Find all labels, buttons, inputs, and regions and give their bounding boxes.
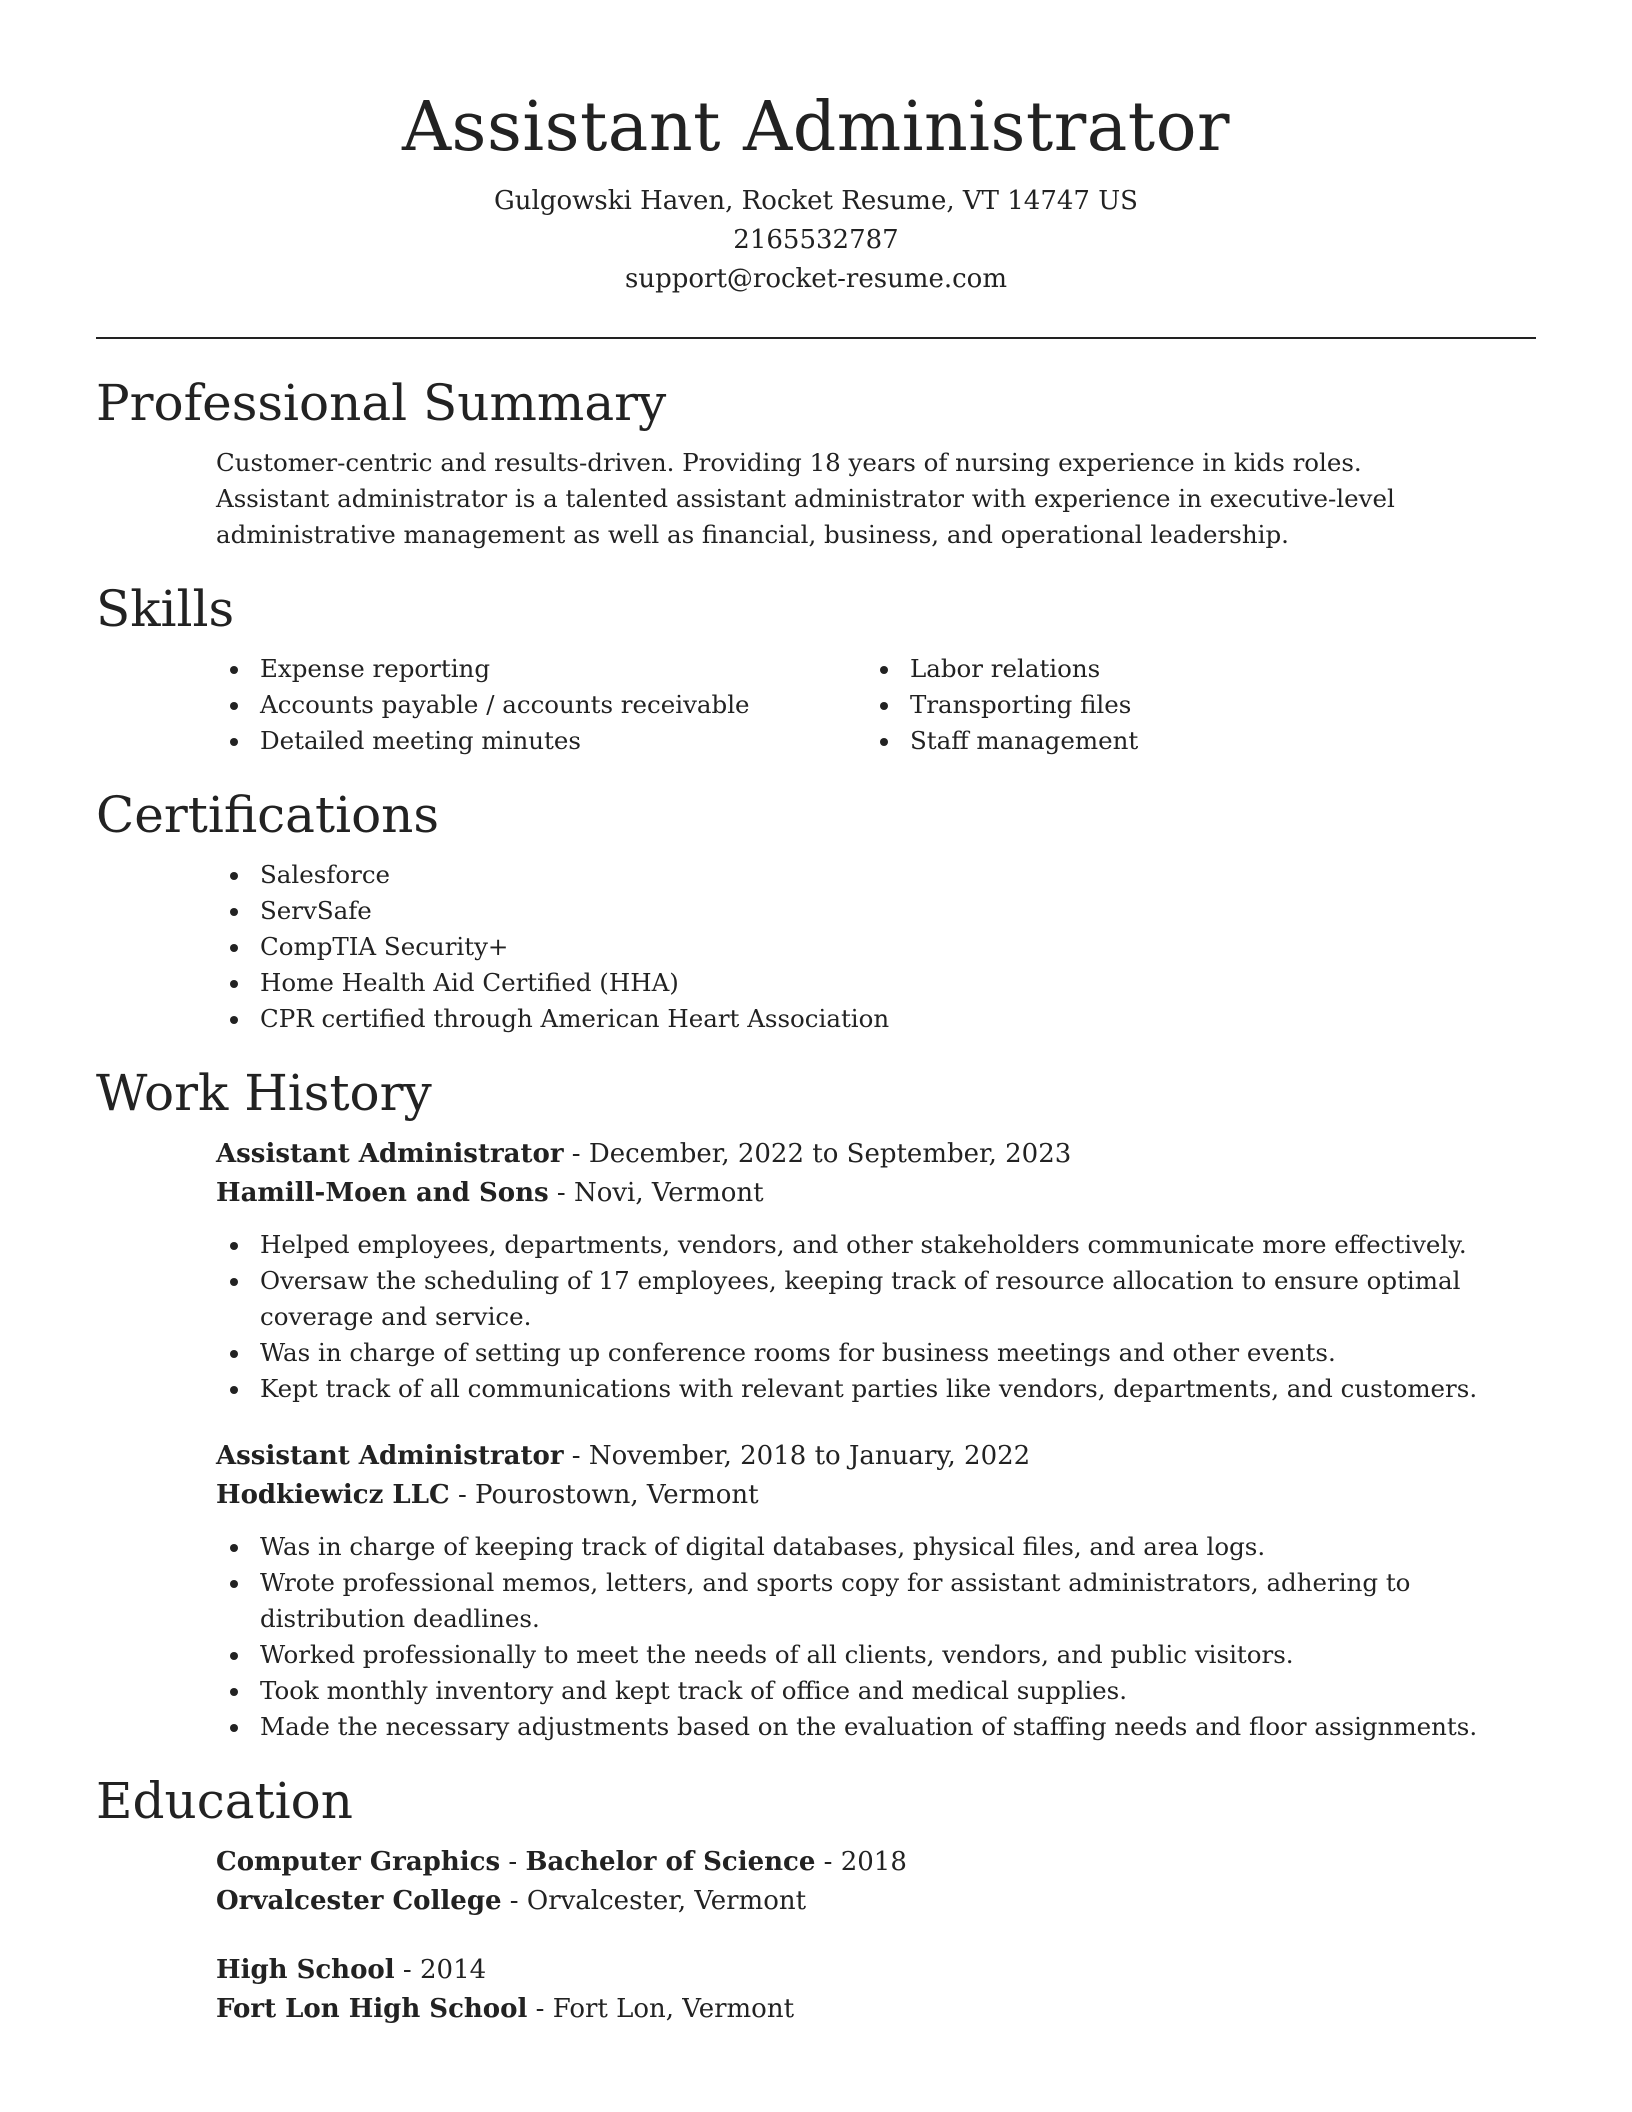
work-history-body xyxy=(216,1135,1536,1745)
education-entry xyxy=(216,1951,1536,2029)
certification-item: Home Health Aid Certified (HHA) xyxy=(260,965,1536,1001)
job-title-line xyxy=(216,1437,1536,1476)
work-history-heading: Work History xyxy=(96,1064,432,1122)
skills-section xyxy=(96,579,1536,759)
skills-list-left xyxy=(216,651,866,759)
summary-section xyxy=(96,373,1536,553)
separator: - xyxy=(394,1955,420,1985)
job-duty: Was in charge of keeping track of digital databases, physical files, and area logs. xyxy=(260,1529,1536,1565)
job-entry xyxy=(216,1437,1536,1745)
job-duties-list xyxy=(216,1529,1536,1745)
summary-heading: Professional Summary xyxy=(96,374,667,432)
certifications-section xyxy=(96,785,1536,1037)
certification-item: ServSafe xyxy=(260,893,1536,929)
certification-item: CPR certified through American Heart Association xyxy=(260,1001,1536,1037)
job-location: Novi, Vermont xyxy=(573,1178,764,1208)
summary-text: Customer-centric and results-driven. Providing 18 years of nursing experience in kids roles. Assistant administrator is a talented assistant administrator with experience in executive-level administrative management as well as financial, business, and operational leadership. xyxy=(216,448,1395,549)
education-heading: Education xyxy=(96,1772,353,1830)
job-duty: Wrote professional memos, letters, and sports copy for assistant administrators, adhering to distribution deadlines. xyxy=(260,1565,1536,1637)
contact-info xyxy=(96,182,1536,299)
school-line xyxy=(216,1990,1536,2029)
education-school: Orvalcester College xyxy=(216,1886,502,1916)
skill-item: Expense reporting xyxy=(260,651,866,687)
skills-body xyxy=(216,651,1536,759)
separator: - xyxy=(501,1886,527,1916)
skill-item: Transporting files xyxy=(910,687,1516,723)
skills-grid xyxy=(216,651,1536,759)
job-role: Assistant Administrator xyxy=(216,1139,564,1169)
skill-item: Detailed meeting minutes xyxy=(260,723,866,759)
skill-item: Staff management xyxy=(910,723,1516,759)
phone-text: 2165532787 xyxy=(733,225,899,255)
education-location: Fort Lon, Vermont xyxy=(552,1994,795,2024)
job-title-line xyxy=(216,1135,1536,1174)
job-location: Pourostown, Vermont xyxy=(475,1480,759,1510)
certification-item: Salesforce xyxy=(260,857,1536,893)
separator: - xyxy=(527,1994,553,2024)
skill-item: Labor relations xyxy=(910,651,1516,687)
job-duty: Made the necessary adjustments based on the evaluation of staffing needs and floor assignments. xyxy=(260,1709,1536,1745)
education-section xyxy=(96,1771,1536,2029)
job-company: Hodkiewicz LLC xyxy=(216,1480,450,1510)
education-body xyxy=(216,1843,1536,2029)
job-dates: November, 2018 to January, 2022 xyxy=(588,1441,1031,1471)
skills-heading: Skills xyxy=(96,580,235,638)
skill-item: Accounts payable / accounts receivable xyxy=(260,687,866,723)
job-company-line xyxy=(216,1476,1536,1515)
job-duties-list xyxy=(216,1227,1536,1407)
job-company: Hamill-Moen and Sons xyxy=(216,1178,549,1208)
education-school: Fort Lon High School xyxy=(216,1994,528,2024)
education-field: Computer Graphics xyxy=(216,1847,501,1877)
skills-list-right xyxy=(866,651,1516,759)
education-year: 2014 xyxy=(419,1955,487,1985)
job-duty: Oversaw the scheduling of 17 employees, keeping track of resource allocation to ensure optimal coverage and service. xyxy=(260,1263,1536,1335)
separator: - xyxy=(449,1480,476,1510)
degree-line xyxy=(216,1843,1536,1882)
job-entry xyxy=(216,1135,1536,1407)
candidate-name: Assistant Administrator xyxy=(401,88,1231,167)
work-history-section xyxy=(96,1063,1536,1745)
certifications-heading: Certifications xyxy=(96,786,440,844)
job-role: Assistant Administrator xyxy=(216,1441,564,1471)
job-company-line xyxy=(216,1174,1536,1213)
certifications-list xyxy=(216,857,1536,1037)
degree-line xyxy=(216,1951,1536,1990)
education-location: Orvalcester, Vermont xyxy=(526,1886,807,1916)
separator: - xyxy=(500,1847,526,1877)
resume-header xyxy=(96,0,1536,299)
job-dates: December, 2022 to September, 2023 xyxy=(588,1139,1072,1169)
education-degree: Bachelor of Science xyxy=(525,1847,816,1877)
education-entry xyxy=(216,1843,1536,1921)
certifications-body xyxy=(216,857,1536,1037)
separator: - xyxy=(563,1139,589,1169)
email-text: support@rocket-resume.com xyxy=(624,264,1007,294)
job-duty: Was in charge of setting up conference rooms for business meetings and other events. xyxy=(260,1335,1536,1371)
job-duty: Worked professionally to meet the needs of all clients, vendors, and public visitors. xyxy=(260,1637,1536,1673)
job-duty: Helped employees, departments, vendors, and other stakeholders communicate more effectively. xyxy=(260,1227,1536,1263)
summary-body xyxy=(216,445,1536,553)
job-duty: Kept track of all communications with relevant parties like vendors, departments, and customers. xyxy=(260,1371,1536,1407)
education-year: 2018 xyxy=(840,1847,907,1877)
separator: - xyxy=(815,1847,841,1877)
certification-item: CompTIA Security+ xyxy=(260,929,1536,965)
education-field: High School xyxy=(216,1955,395,1985)
separator: - xyxy=(548,1178,574,1208)
header-divider xyxy=(96,337,1536,339)
address-text: Gulgowski Haven, Rocket Resume, VT 14747 US xyxy=(494,186,1138,216)
separator: - xyxy=(563,1441,589,1471)
job-duty: Took monthly inventory and kept track of office and medical supplies. xyxy=(260,1673,1536,1709)
school-line xyxy=(216,1882,1536,1921)
